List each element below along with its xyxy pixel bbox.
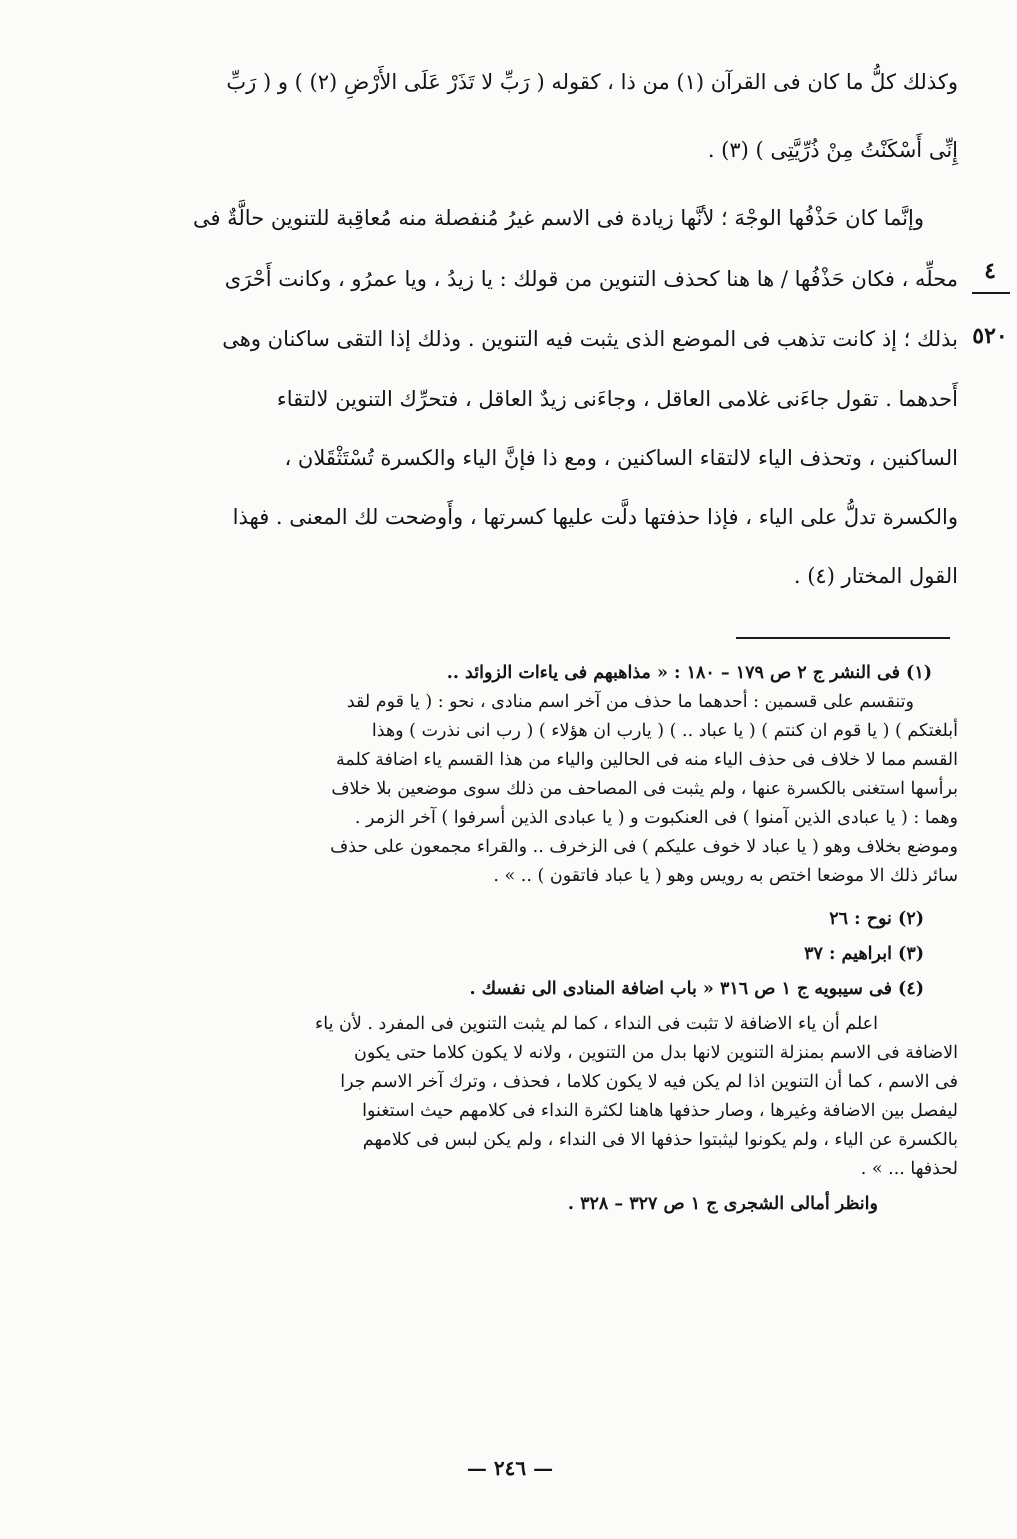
main-line: إِنِّى أَسْكَنْتُ مِنْ ذُرِّيَّتِى ) (٣) . — [707, 138, 958, 162]
footnote-line: (١) فى النشر ج ٢ ص ١٧٩ – ١٨٠ : « مذاهبهم فى ياءات الزوائد .. — [446, 663, 932, 683]
margin-volume-number: ٤ — [984, 258, 996, 284]
main-line: وكذلك كلُّ ما كان فى القرآن (١) من ذا ، كقوله ( رَبِّ لا تَذَرْ عَلَى الأَرْضِ (٢) ) و ( رَبِّ — [226, 70, 958, 94]
footnote-line: أبلغتكم ) ( يا قوم ان كنتم ) ( يا عباد .. ) ( يارب ان هؤلاء ) ( رب انى نذرت ) وهذا — [371, 721, 958, 741]
footnotes — [232, 662, 958, 1222]
margin-divider — [972, 292, 1010, 294]
footnote-line: الاضافة فى الاسم بمنزلة التنوين لانها بدل من التنوين ، ولانه لا يكون كلاما حتى يكون — [354, 1043, 958, 1063]
footnote-line: سائر ذلك الا موضعا اختص به رويس وهو ( يا عباد فاتقون ) .. » . — [493, 866, 958, 886]
footnote-line: (٣) ابراهيم : ٣٧ — [804, 944, 924, 964]
margin-page-reference: ٥٢٠ — [972, 323, 1008, 349]
page-number: — ٢٤٦ — — [466, 1456, 554, 1480]
footnote-line: (٤) فى سيبويه ج ١ ص ٣١٦ « باب اضافة المنادى الى نفسك . — [469, 979, 924, 999]
footnote-line: ليفصل بين الاضافة وغيرها ، وصار حذفها هاهنا لكثرة النداء فى كلامهم حيث استغنوا — [362, 1101, 958, 1121]
footnote-line: برأسها استغنى بالكسرة عنها ، ولم يثبت فى المصاحف من ذلك سوى موضعين بلا خلاف — [331, 779, 958, 799]
footnote-line: لحذفها ... » . — [860, 1159, 958, 1179]
footnote-separator — [736, 637, 950, 639]
footnote-line: وموضع بخلاف وهو ( يا عباد لا خوف عليكم ) فى الزخرف .. والقراء مجمعون على حذف — [330, 837, 958, 857]
footnote-line: بالكسرة عن الياء ، ولم يكونوا ليثبتوا حذفها الا فى النداء ، ولم يكن لبس فى كلامهم — [362, 1130, 958, 1150]
footnote-line: وهما : ( يا عبادى الذين آمنوا ) فى العنكبوت و ( يا عبادى الذين أسرفوا ) آخر الزمر . — [354, 808, 958, 828]
footnote-line: وتنقسم على قسمين : أحدهما ما حذف من آخر اسم منادى ، نحو : ( يا قوم لقد — [346, 692, 914, 712]
main-line: القول المختار (٤) . — [793, 564, 958, 588]
main-line: الساكنين ، وتحذف الياء لالتقاء الساكنين ، ومع ذا فإنَّ الياء والكسرة تُسْتَثْقَلان ، — [284, 446, 958, 470]
footnote-line: فى الاسم ، كما أن التنوين اذا لم يكن فيه لا يكون كلاما ، فحذف ، وترك آخر الاسم جرا — [340, 1072, 958, 1092]
main-line: بذلك ؛ إذ كانت تذهب فى الموضع الذى يثبت فيه التنوين . وذلك إذا التقى ساكنان وهى — [222, 327, 958, 351]
footnote-line: وانظر أمالى الشجرى ج ١ ص ٣٢٧ – ٣٢٨ . — [567, 1194, 878, 1214]
footnote-line: القسم مما لا خلاف فى حذف الياء منه فى الحالين والياء من هذا القسم ياء اضافة كلمة — [335, 750, 958, 770]
main-line: أَحدهما . تقول جاءَنى غلامى العاقل ، وجاءَنى زيدٌ العاقل ، فتحرِّك التنوين لالتقاء — [276, 387, 958, 411]
footnote-line: (٢) نوح : ٢٦ — [829, 909, 924, 929]
main-body-text — [192, 62, 958, 590]
footnote-line: اعلم أن ياء الاضافة لا تثبت فى النداء ، كما لم يثبت التنوين فى المفرد . لأن ياء — [315, 1014, 878, 1034]
main-line: محلِّه ، فكان حَذْفُها / ها هنا كحذف التنوين من قولك : يا زيدُ ، ويا عمرُو ، وكانت أَحْرَى — [224, 267, 958, 291]
main-line: وإنَّما كان حَذْفُها الوجْهَ ؛ لأنَّها زيادة فى الاسم غيرُ مُنفصلة منه مُعاقِبة للتنوين حالَّةٌ فى — [192, 206, 924, 230]
main-line: والكسرة تدلُّ على الياء ، فإذا حذفتها دلَّت عليها كسرتها ، وأَوضحت لك المعنى . فهذا — [232, 505, 958, 529]
